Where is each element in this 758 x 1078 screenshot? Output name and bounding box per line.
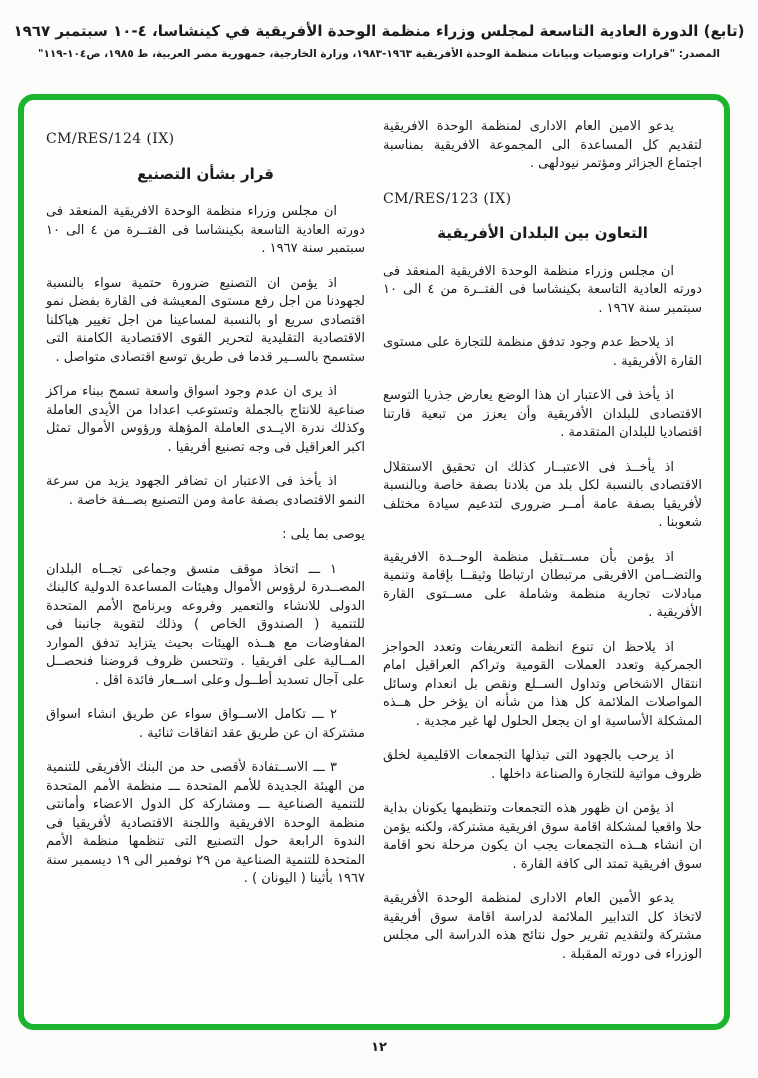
recommendation-item-2: ٢ ـــ تكامل الاســواق سواء عن طريق انشاء اسواق مشتركة ان عن طريق عقد اتفاقات ثنائية . xyxy=(46,707,365,741)
paragraph: اذ يؤمن ان التصنيع ضرورة حتمية سواء بالنسبة لجهودنا من اجل رفع مستوى المعيشة فى القارة بفضل نمو اقتصادى سريع او بالنسبة لمساعينا من اجل تغيير هياكلنا الاقتصادية التقليدية لتحرير القوى الاقتصادية الكامنة التى ستسمح بالســير قدما فى طريق توسع اقتصادى متواصل . xyxy=(46,275,365,365)
column-left-res124 xyxy=(46,118,365,1010)
column-right-res123 xyxy=(383,118,702,1010)
paragraph: اذ يأخذ فى الاعتبار ان هذا الوضع يعارض جذريا التوسع الاقتصادى للبلدان الأفريقية وأن يعزز من تبعية قارتنا اقتصاديا للبلدان المتقدمة . xyxy=(383,388,702,440)
resolution-id-cm-res-124: CM/RES/124 (IX) xyxy=(46,131,175,147)
source-citation: المصدر: "قرارات وتوصيات وبيانات منظمة الوحدة الأفريقية ١٩٦٣-١٩٨٣، وزارة الخارجية، جمهورية مصر العربية، ط ١٩٨٥، ص١٠٤-١١٩" xyxy=(38,48,720,60)
resolution-id-cm-res-123: CM/RES/123 (IX) xyxy=(383,190,512,207)
paragraph: اذ يأخذ فى الاعتبار ان تضافر الجهود يزيد من سرعة النمو الاقتصادى بصفة عامة ومن التصنيع بصــفة خاصة . xyxy=(46,474,365,508)
page-number: ١٢ xyxy=(371,1040,387,1055)
recommendation-item-3: ٣ ـــ الاســتفادة لأقصى حد من البنك الأفريقى للتنمية من الهيئة الجديدة للأمم المتحدة ـــ منظمة الأمم المتحدة للتنمية الصناعية ـــ ومشاركة كل الدول الاعضاء وأمانتى منظمة الوحدة الافريقية واللجنة الاقتصادية لأفريقيا فى الندوة الرابعة حول التصنيع التى تنظمها منظمة الأمم المتحدة للتنمية الصناعية من ٢٩ نوفمبر الى ١٩ ديسمبر سنة ١٩٦٧ بأثينا ( اليونان ) . xyxy=(46,760,366,886)
paragraph: ان مجلس وزراء منظمة الوحدة الافريقية المنعقد فى دورته العادية التاسعة بكينشاسا فى الفتــرة من ٤ الى ١٠ سبتمبر سنة ١٩٦٧ . xyxy=(383,263,702,316)
page-header xyxy=(0,0,758,60)
paragraph: ان مجلس وزراء منظمة الوحدة الافريقية المنعقد فى دورته العادية التاسعة بكينشاسا فى الفتــرة من ٤ الى ١٠ سبتمبر سنة ١٩٦٧ . xyxy=(46,204,365,256)
paragraph: اذ يلاحظ ان تنوع انظمة التعريفات وتعدد الحواجز الجمركية وتعدد العملات القومية وتراكم العراقيل امام انتقال الاشخاص وتداول الســلع ونقص بل انعدام وسائل المواصلات الملائمة كل هذا من شأنه ان يؤخر حل هــذه المشكلة الأساسية او ان يجعل الحلول لها غير مجدية . xyxy=(383,639,702,729)
paragraph: اذ يلاحظ عدم وجود تدفق منظمة للتجارة على مستوى القارة الأفريقية . xyxy=(383,335,702,369)
intro-paragraph: يدعو الامين العام الادارى لمنظمة الوحدة الافريقية لتقديم كل المساعدة الى المجموعة الافريقية بمناسبة اجتماع الجزائر ومؤتمر نيودلهى . xyxy=(383,119,702,171)
resolution-title-cooperation: التعاون بين البلدان الأفريقية xyxy=(437,224,648,242)
paragraph: اذ يأخــذ فى الاعتبــار كذلك ان تحقيق الاستقلال الاقتصادى بالنسبة لكل بلد من بلادنا بصفة خاصة وبالنسبة لأفريقيا بصفة عامة أمــر ضرورى لتدعيم سيادة مختلف شعوبنا . xyxy=(383,459,702,530)
green-border-frame xyxy=(18,94,730,1030)
paragraph: اذ يؤمن بأن مســتقبل منظمة الوحــدة الافريقية والتضــامن الافريقى مرتبطان ارتباطا وثيقــا بإقامة وتنمية مبادلات تجارية منظمة وشاملة على مســتوى القارة الأفريقية . xyxy=(383,549,702,620)
session-title: (تابع) الدورة العادية التاسعة لمجلس وزراء منظمة الوحدة الأفريقية في كينشاسا، ٤-١٠ سبتمبر ١٩٦٧ xyxy=(13,22,745,40)
recommendation-lead: يوصى بما يلى : xyxy=(282,527,365,542)
two-column-layout xyxy=(24,100,724,1024)
paragraph: يدعو الأمين العام الادارى لمنظمة الوحدة الأفريقية لاتخاذ كل التدابير الملائمة لدراسة اقامة سوق أفريقية مشتركة ولتقديم تقرير حول نتائج هذه الدراسة الى مجلس الوزراء فى دورته المقبلة . xyxy=(383,891,702,962)
resolution-title-industrialization: قرار بشأن التصنيع xyxy=(137,164,274,183)
paragraph: اذ يؤمن ان ظهور هذه التجمعات وتنظيمها يكونان بداية حلا واقعيا لمشكلة اقامة سوق افريقية مشتركة، ولكنه يؤمن ان انشاء هــذه التجمعات يجب ان يكون مرحلة نحو اقامة سوق افريقية تمتد الى كافة القارة . xyxy=(383,801,702,872)
paragraph: اذ يرى ان عدم وجود اسواق واسعة تسمح ببناء مراكز صناعية للانتاج بالجملة وتستوعب اعدادا من الأيدى العاملة وكذلك ندرة الايــدى العاملة المؤهلة ورؤوس الأموال تمثل اكبر العراقيل فى وجه تصنيع أفريقيا . xyxy=(46,384,365,455)
recommendation-item-1: ١ ـــ اتخاذ موقف منسق وجماعى تجــاه البلدان المصــدرة لرؤوس الأموال وهيئات المساعدة الدولية كالبنك الدولى للانشاء والتعمير وفروعه وبرنامج الأمم المتحدة للتنمية ( الصندوق الخاص ) وذلك لتقوية جانبنا فى المفاوضات مع هــذه الهيئات بحيث يتزايد تدفق الموارد المــالية على افريقيا . وتتحسن ظروف قروضنا فنحصــل على آجال تسديد أطــول وعلى اســعار فائدة اقل . xyxy=(46,561,365,688)
paragraph: اذ يرحب بالجهود التى تبذلها التجمعات الاقليمية لخلق ظروف مواتية للتجارة والصناعة داخلها . xyxy=(383,748,702,782)
